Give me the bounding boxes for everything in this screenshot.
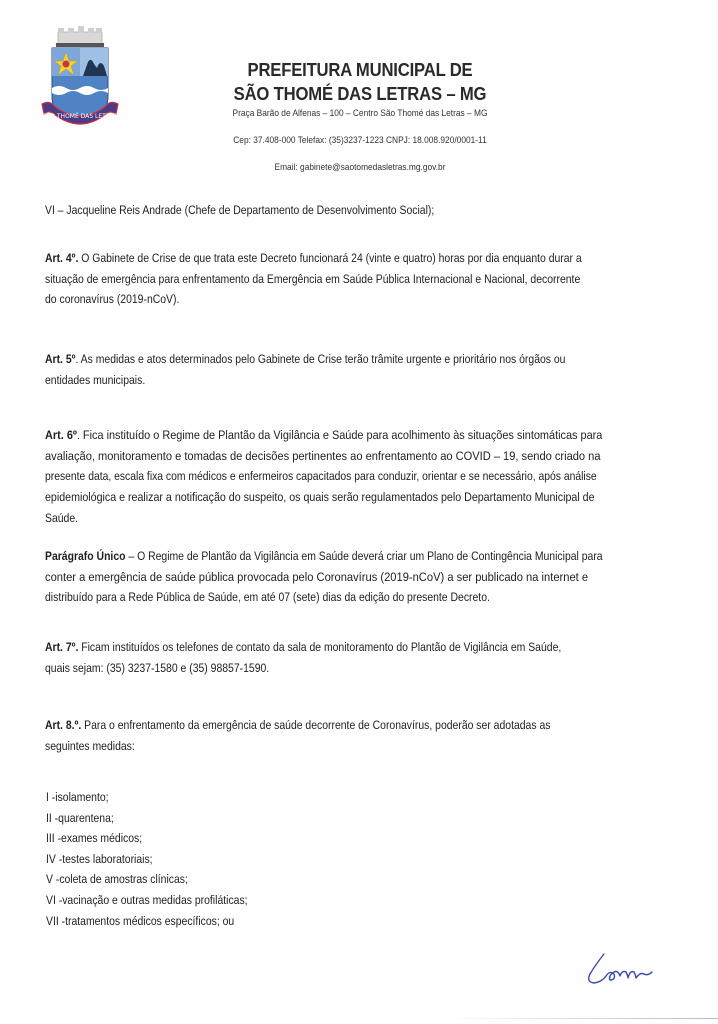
article-7-line: quais sejam: (35) 3237-1580 e (35) 98857-1590.: [45, 660, 270, 675]
article-8: [45, 715, 685, 756]
article-6-line: epidemiológica e realizar a notificação do suspeito, os quais serão regulamentados pelo Departamento Municipal de: [45, 490, 595, 505]
paragrafo-unico-line: distribuído para a Rede Pública de Saúde, em até 07 (sete) dias da edição do presente Decreto.: [45, 590, 490, 605]
paragrafo-unico-line: – O Regime de Plantão da Vigilância em Saúde deverá criar um Plano de Contingência Municipal para: [125, 549, 603, 563]
article-4-line: situação de emergência para enfrentamento da Emergência em Saúde Pública Internacional e Nacional, decorrente: [45, 271, 581, 286]
article-5-line: . As medidas e atos determinados pelo Gabinete de Crise terão trâmite urgente e prioritário nos órgãos ou: [75, 352, 566, 366]
header-title-line2: SÃO THOMÉ DAS LETRAS – MG: [233, 83, 487, 104]
article-4: [45, 248, 685, 310]
article-6: [45, 425, 685, 528]
article-4-line: do coronavírus (2019-nCoV).: [45, 292, 180, 307]
crest-banner-text: SÃO THOMÉ DAS LETRAS: [42, 113, 118, 120]
paragrafo-unico-line: conter a emergência de saúde pública provocada pelo Coronavírus (2019-nCoV) a ser publicado na internet e: [45, 569, 589, 584]
measure-item: I -isolamento;: [46, 790, 109, 804]
paragrafo-unico: [45, 546, 685, 608]
header-contact: Cep: 37.408-000 Telefax: (35)3237-1223 CNPJ: 18.008.920/0001-11: [233, 135, 487, 146]
member-vi-text: VI – Jacqueline Reis Andrade (Chefe de Departamento de Desenvolvimento Social);: [45, 203, 435, 217]
article-5: [45, 349, 685, 390]
article-6-line: presente data, escala fixa com médicos e enfermeiros capacitados para conduzir, orientar e se necessário, após análise: [45, 469, 597, 484]
member-item-vi: [45, 200, 685, 221]
article-5-label: Art. 5º: [45, 352, 76, 366]
measure-item: IV -testes laboratoriais;: [46, 851, 153, 866]
measure-item: VI -vacinação e outras medidas profiláticas;: [46, 892, 248, 907]
article-6-line: . Fica instituído o Regime de Plantão da Vigilância e Saúde para acolhimento às situações sintomáticas para: [76, 428, 603, 442]
handwritten-signature-icon: [582, 950, 672, 990]
measure-item: VII -tratamentos médicos específicos; ou: [46, 913, 235, 928]
measure-item: III -exames médicos;: [46, 831, 143, 846]
measure-item: II -quarentena;: [46, 810, 114, 825]
article-8-line: Para o enfrentamento da emergência de saúde decorrente de Coronavírus, poderão ser adotadas as: [81, 718, 551, 732]
header-email: Email: gabinete@saotomedasletras.mg.gov.br: [274, 162, 446, 173]
article-4-line: O Gabinete de Crise de que trata este Decreto funcionará 24 (vinte e quatro) horas por dia enquanto durar a: [78, 251, 582, 265]
header-address: Praça Barão de Alfenas – 100 – Centro São Thomé das Letras – MG: [232, 108, 488, 119]
article-7: [45, 637, 685, 678]
measures-list: [46, 790, 282, 934]
article-7-label: Art. 7º.: [45, 640, 79, 654]
article-8-label: Art. 8.º.: [45, 718, 82, 732]
measure-item: V -coleta de amostras clínicas;: [46, 872, 188, 887]
article-6-line: Saúde.: [45, 510, 79, 525]
article-8-line: seguintes medidas:: [45, 738, 135, 753]
article-6-line: avaliação, monitoramento e tomadas de decisões pertinentes ao enfrentamento ao COVID – 19, sendo criado na: [45, 448, 601, 463]
municipal-coat-of-arms-icon: [30, 26, 130, 136]
article-4-label: Art. 4º.: [45, 251, 79, 265]
article-7-line: Ficam instituídos os telefones de contato da sala de monitoramento do Plantão de Vigilância em Saúde,: [78, 640, 562, 654]
article-5-line: entidades municipais.: [45, 372, 146, 387]
header-title-line1: PREFEITURA MUNICIPAL DE: [247, 59, 473, 80]
letterhead: [190, 58, 530, 173]
article-6-label: Art. 6º: [45, 428, 77, 442]
paragrafo-unico-label: Parágrafo Único: [45, 549, 126, 563]
page-edge-line: [450, 1018, 718, 1019]
